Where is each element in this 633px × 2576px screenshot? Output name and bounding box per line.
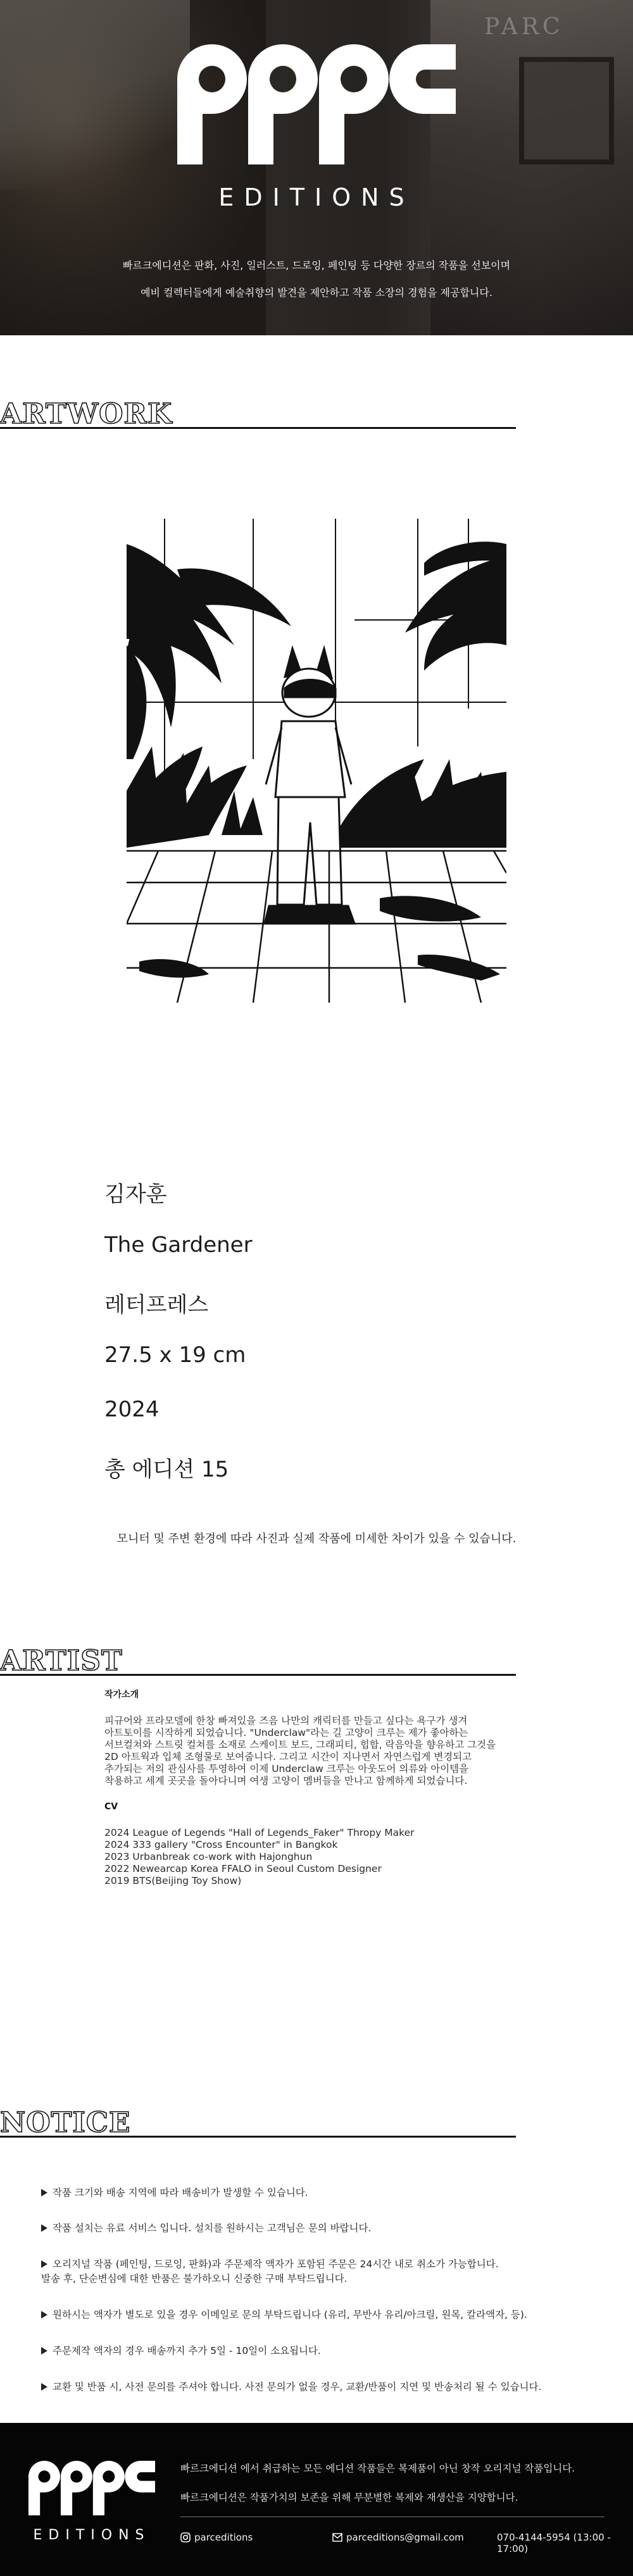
triangle-bullet-icon xyxy=(41,2347,47,2355)
hero-banner xyxy=(0,0,633,335)
intro-line: 아트토이를 시작하게 되었습니다. "Underclaw"라는 길 고양이 크루는 제가 좋아하는 xyxy=(104,1727,468,1738)
artwork-info xyxy=(104,1177,167,1210)
artwork-size-wrap xyxy=(104,1342,246,1375)
section-heading-artwork xyxy=(0,398,516,430)
artist-intro-label: 작가소개 xyxy=(104,1690,139,1700)
artwork-edition: 총 에디션 15 xyxy=(104,1457,229,1482)
phone-number: 070-4144-5954 (13:00 - 17:00) xyxy=(497,2532,611,2554)
footer xyxy=(0,2423,633,2576)
section-title: ARTIST xyxy=(0,1645,123,1677)
section-title: NOTICE xyxy=(0,2107,131,2139)
notice-item xyxy=(41,2257,499,2271)
triangle-bullet-icon xyxy=(41,2189,47,2196)
cv-item: 2022 Newearcap Korea FFALO in Seoul Custom Designer xyxy=(104,1863,382,1874)
artist-name: 김자훈 xyxy=(104,1182,167,1207)
notice-text: 오리지널 작품 (페인팅, 드로잉, 판화)과 주문제작 액자가 포함된 주문은 24시간 내로 취소가 가능합니다. xyxy=(53,2258,499,2270)
triangle-bullet-icon xyxy=(41,2260,47,2268)
triangle-bullet-icon xyxy=(41,2311,47,2319)
footer-notice-line2: 빠르크에디션은 작품가치의 보존을 위해 무분별한 복제와 재생산을 지양합니다. xyxy=(180,2492,518,2503)
cv-label: CV xyxy=(104,1802,118,1812)
notice-item xyxy=(41,2221,371,2235)
instagram-link[interactable] xyxy=(180,2532,253,2543)
notice-text: 작품 크기와 배송 지역에 따라 배송비가 발생할 수 있습니다. xyxy=(53,2187,308,2198)
email-address: parceditions@gmail.com xyxy=(346,2532,464,2543)
cv-list xyxy=(104,1827,484,1887)
cv-item: 2023 Urbanbreak co-work with Hajonghun xyxy=(104,1851,313,1862)
section-heading-notice xyxy=(0,2107,516,2139)
intro-line: 피규어와 프라모델에 한창 빠져있을 즈음 나만의 캐릭터를 만들고 싶다는 욕구가 생겨 xyxy=(104,1715,468,1726)
artwork-medium: 레터프레스 xyxy=(104,1292,209,1318)
section-heading-artist xyxy=(0,1645,516,1677)
notice-item-continued xyxy=(41,2272,348,2286)
notice-text: 작품 설치는 유료 서비스 입니다. 설치를 원하시는 고객님은 문의 바랍니다. xyxy=(53,2222,372,2234)
hero-sign-text: PARC xyxy=(484,14,564,40)
artwork-title: The Gardener xyxy=(104,1232,253,1258)
notice-text: 발송 후, 단순변심에 대한 반품은 불가하오니 신중한 구매 부탁드립니다. xyxy=(41,2273,348,2284)
notice-item xyxy=(41,2186,308,2200)
artwork-size: 27.5 x 19 cm xyxy=(104,1342,246,1368)
artwork-image xyxy=(127,519,506,1003)
artwork-medium-wrap xyxy=(104,1287,208,1320)
intro-line: 착용하고 세계 곳곳을 돌아다니며 여생 고양이 멤버들을 만나고 함께하게 되었습니다. xyxy=(104,1775,468,1786)
triangle-bullet-icon xyxy=(41,2224,47,2232)
artwork-title-wrap xyxy=(104,1232,253,1265)
notice-text: 주문제작 액자의 경우 배송까지 추가 5일 - 10일이 소요됩니다. xyxy=(53,2345,321,2356)
triangle-bullet-icon xyxy=(41,2383,47,2391)
hero-description-line1: 빠르크에디션은 판화, 사진, 일러스트, 드로잉, 페인팅 등 다양한 장르의 작품을 선보이며 xyxy=(122,259,511,271)
monitor-disclaimer: 모니터 및 주변 환경에 따라 사진과 실제 작품에 미세한 차이가 있을 수 있습니다. xyxy=(116,1532,517,1545)
mail-icon xyxy=(332,2533,342,2542)
notice-text: 교환 및 반품 시, 사전 문의를 주셔야 합니다. 사전 문의가 없을 경우, 교환/반품이 지연 및 반송처리 될 수 있습니다. xyxy=(53,2381,542,2393)
footer-notice-line1: 빠르크에디션 에서 취급하는 모든 에디션 작품들은 복제품이 아닌 창작 오리지널 작품입니다. xyxy=(180,2463,575,2474)
cv-item: 2024 333 gallery "Cross Encounter" in Bangkok xyxy=(104,1839,338,1850)
email-link[interactable] xyxy=(332,2532,464,2543)
notice-item xyxy=(41,2380,541,2394)
pppc-logo-footer xyxy=(28,2460,155,2517)
editions-wordmark: EDITIONS xyxy=(218,183,415,211)
editions-wordmark-footer: EDITIONS xyxy=(33,2527,151,2543)
notice-text: 원하시는 액자가 별도로 있을 경우 이메일로 문의 부탁드립니다 (유리, 무반사 유리/아크릴, 원목, 칼라액자, 등). xyxy=(53,2309,527,2320)
artwork-year-wrap xyxy=(104,1397,160,1430)
artist-profile xyxy=(104,1689,496,1887)
pppc-logo xyxy=(177,44,456,164)
artwork-year: 2024 xyxy=(104,1397,160,1422)
notice-item xyxy=(41,2308,527,2322)
cv-item: 2024 League of Legends "Hall of Legends_Faker" Thropy Maker xyxy=(104,1827,415,1838)
intro-line: 추가되는 저의 관심사를 투영하여 이제 Underclaw 크루는 아웃도어 의류와 아이템을 xyxy=(104,1763,469,1774)
intro-line: 서브컬쳐와 스트릿 컬쳐를 소재로 스케이트 보드, 그래피티, 힙합, 락음악을 향유하고 그것을 xyxy=(104,1739,496,1750)
artist-intro xyxy=(104,1715,496,1787)
notice-item xyxy=(41,2344,321,2358)
cv-item: 2019 BTS(Beijing Toy Show) xyxy=(104,1875,242,1886)
instagram-icon xyxy=(180,2532,191,2542)
section-title: ARTWORK xyxy=(0,398,173,430)
phone-contact xyxy=(497,2532,633,2554)
artwork-edition-wrap xyxy=(104,1452,229,1485)
hero-description-line2: 예비 컬렉터들에게 예술취향의 발견을 제안하고 작품 소장의 경험을 제공합니다. xyxy=(141,287,492,299)
instagram-handle: parceditions xyxy=(194,2532,253,2543)
intro-line: 2D 아트웍과 입체 조형물로 보여줍니다. 그리고 시간이 지나면서 자연스럽게 변경되고 xyxy=(104,1751,472,1762)
